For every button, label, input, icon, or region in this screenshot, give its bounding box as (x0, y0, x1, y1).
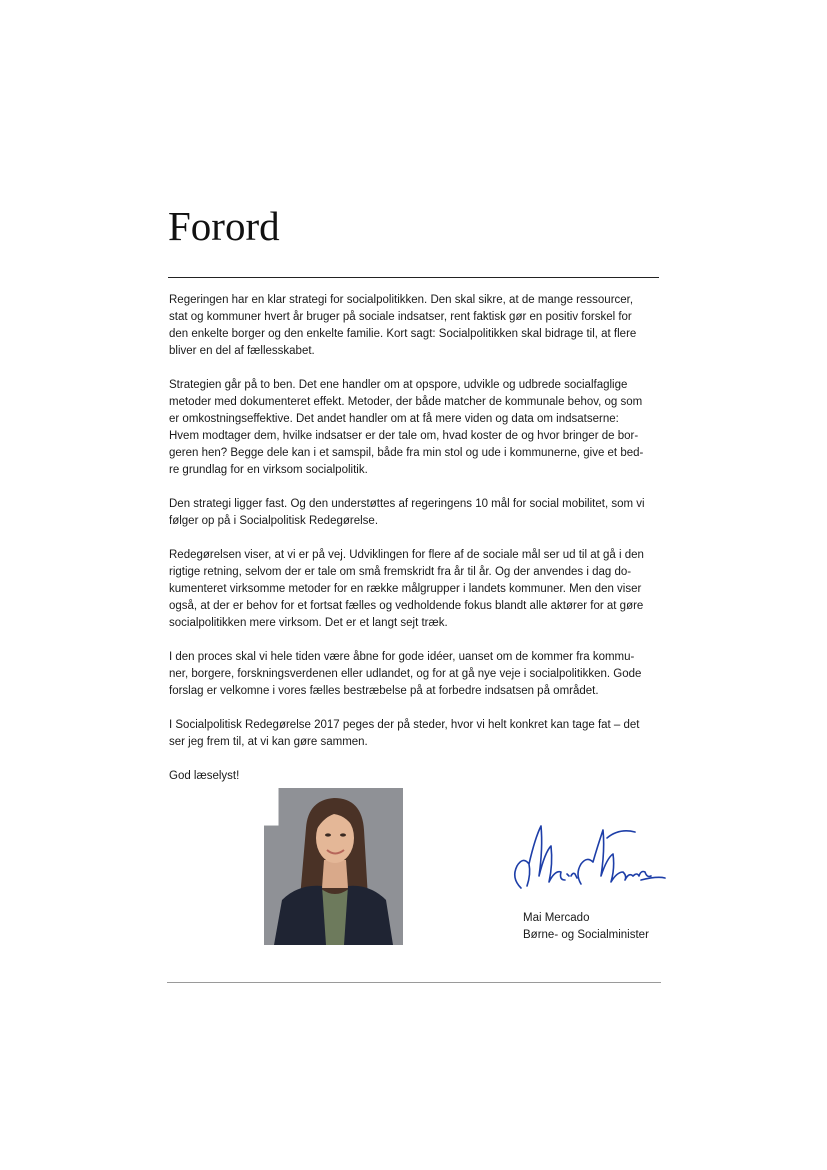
handwritten-signature (509, 818, 669, 898)
title-divider (168, 277, 659, 278)
foreword-body (169, 292, 661, 802)
paragraph-3: Den strategi ligger fast. Og den understøttes af regeringens 10 mål for social mobilitet, som vi følger op på i Socialpolitisk Redegørelse. (169, 498, 645, 527)
signatory-role: Børne- og Socialminister (523, 929, 649, 941)
closing-greeting: God læselyst! (169, 770, 240, 782)
paragraph-1: Regeringen har en klar strategi for socialpolitikken. Den skal sikre, at de mange ressourcer, stat og kommuner hvert år bruger på sociale indsatser, rent faktisk gør en positiv forskel for den enkelte borger og den enkelte familie. Kort sagt: Socialpolitikken skal bidrage til, at flere bliver en del af fællesskabet. (169, 294, 637, 357)
page-title: Forord (168, 203, 280, 249)
paragraph-2: Strategien går på to ben. Det ene handler om at opspore, udvikle og udbrede socialfaglige metoder med dokumenteret effekt. Metoder, der både matcher de kommunale behov, og som er omkostningseffektive. Det andet handler om at få mere viden og data om indsatserne: Hvem modtager dem, hvilke indsatser er der tale om, hvad koster de og hvor bringer de bor- geren hen? Begge dele kan i et samspil, både fra min stol og ude i kommunerne, give et bed- re grundlag for en virksom socialpolitik. (169, 379, 644, 476)
portrait-illustration (264, 788, 403, 945)
paragraph-5: I den proces skal vi hele tiden være åbne for gode idéer, uanset om de kommer fra kommu- ner, borgere, forskningsverdenen eller udlandet, og for at gå nye veje i socialpolitikken. Gode forslag er velkomne i vores fælles bestræbelse på at forbedre indsatsen på området. (169, 651, 642, 697)
paragraph-6: I Socialpolitisk Redegørelse 2017 peges der på steder, hvor vi helt konkret kan tage fat – det ser jeg frem til, at vi kan gøre sammen. (169, 719, 640, 748)
minister-portrait (264, 788, 403, 945)
signatory-name: Mai Mercado (523, 912, 590, 924)
footer-divider (167, 982, 661, 983)
paragraph-4: Redegørelsen viser, at vi er på vej. Udviklingen for flere af de sociale mål ser ud til at gå i den rigtige retning, selvom der er tale om små fremskridt fra år til år. Og der anvendes i dag do- kumenteret virksomme metoder for en række målgrupper i landets kommuner. Men den viser også, at der er behov for et fortsat fælles og vedholdende fokus blandt alle aktører for at gøre socialpolitikken mere virksom. Det er et langt sejt træk. (169, 549, 644, 629)
